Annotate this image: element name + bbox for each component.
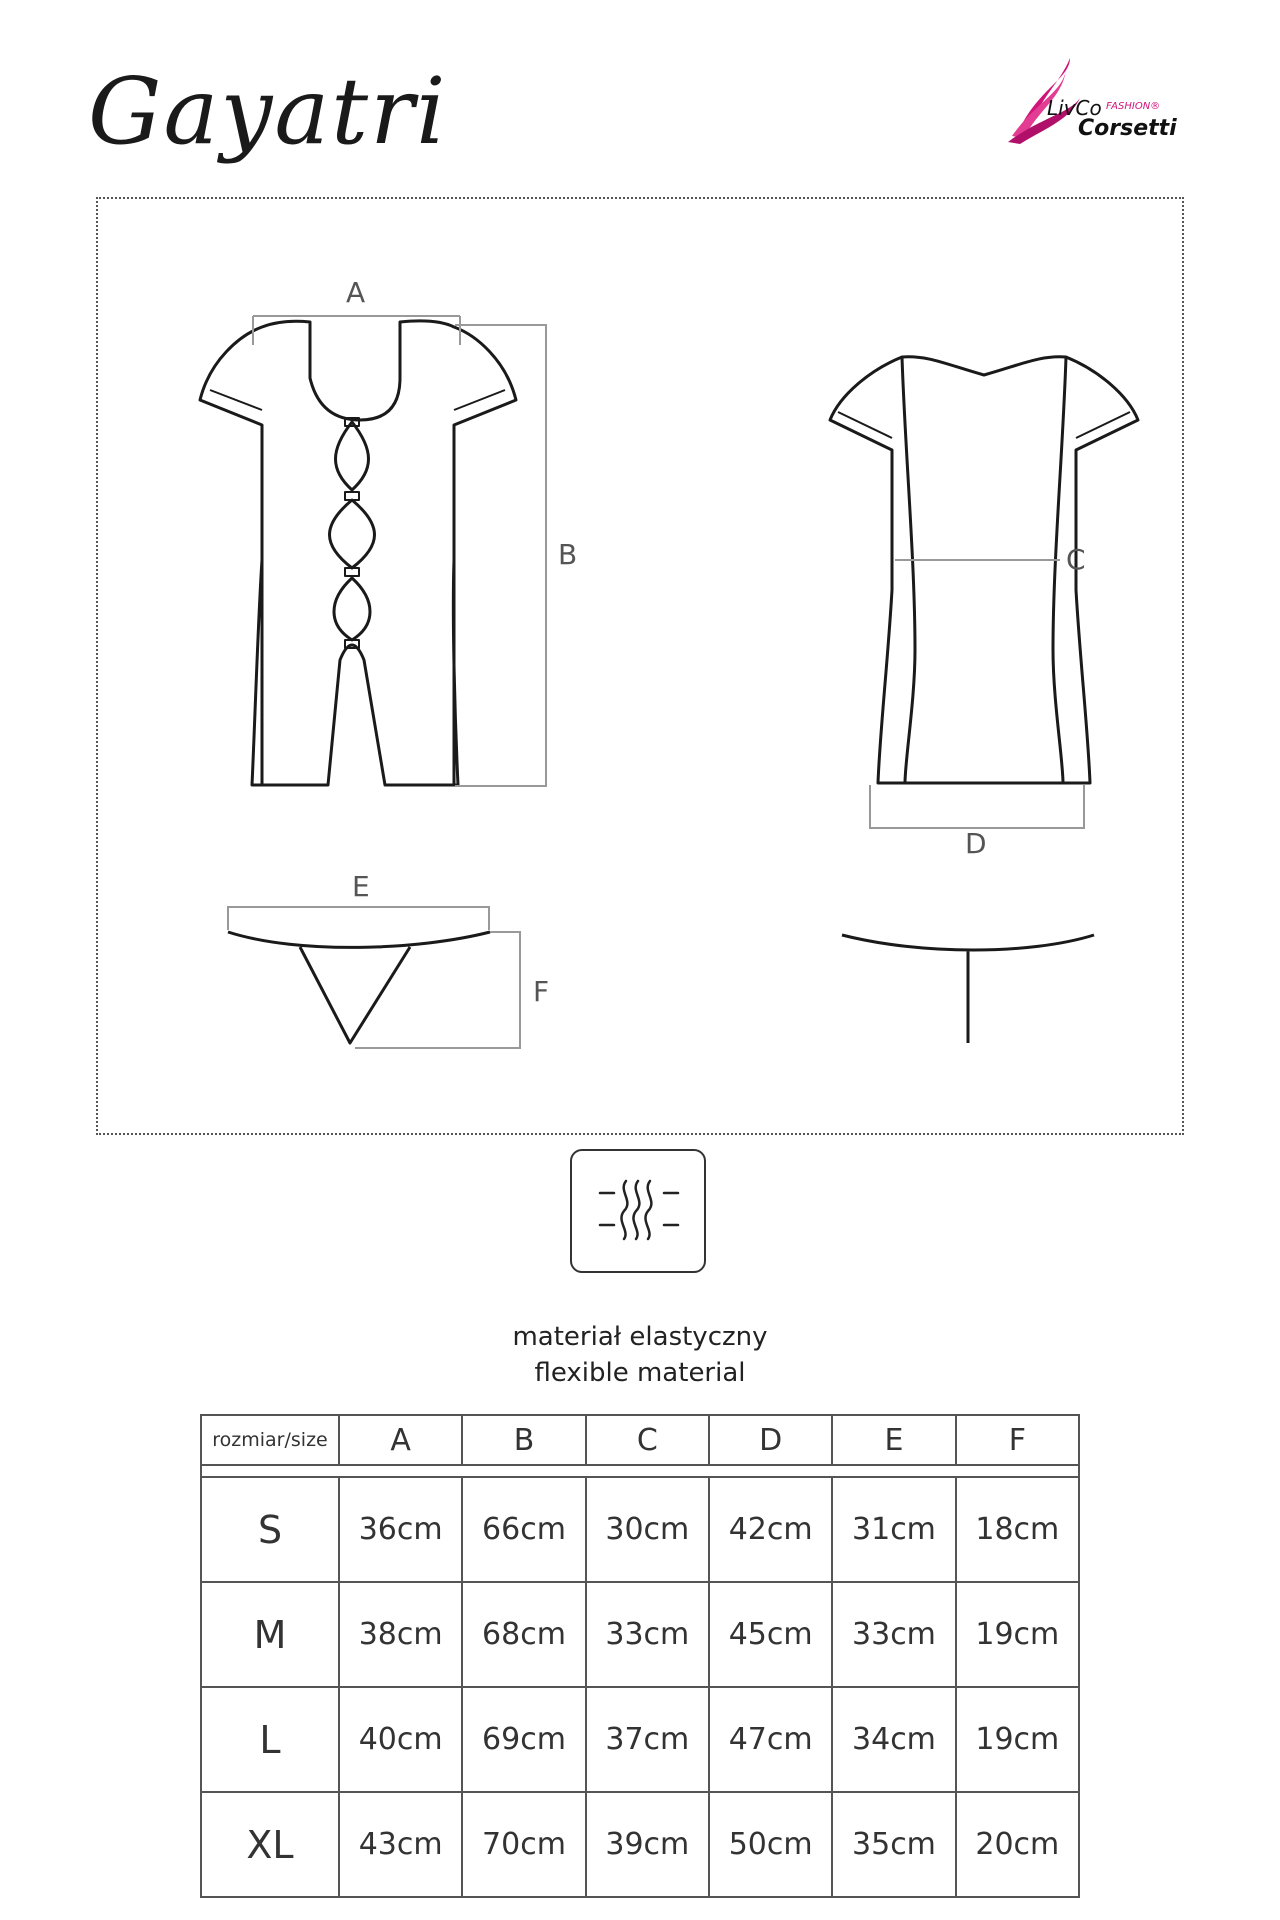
- value-cell: 47cm: [709, 1687, 832, 1792]
- value-cell: 35cm: [832, 1792, 955, 1897]
- value-cell: 40cm: [339, 1687, 462, 1792]
- header-d: D: [709, 1415, 832, 1465]
- back-chemise-outline: [830, 357, 1138, 783]
- value-cell: 30cm: [586, 1477, 709, 1582]
- table-row: [201, 1477, 1079, 1582]
- size-cell: M: [201, 1582, 339, 1687]
- value-cell: 43cm: [339, 1792, 462, 1897]
- table-row: [201, 1582, 1079, 1687]
- material-english: flexible material: [534, 1358, 746, 1388]
- dim-label-b: B: [558, 538, 578, 571]
- header-f: F: [956, 1415, 1079, 1465]
- value-cell: 70cm: [462, 1792, 585, 1897]
- value-cell: 38cm: [339, 1582, 462, 1687]
- dim-label-a: A: [346, 276, 366, 309]
- header-c: C: [586, 1415, 709, 1465]
- value-cell: 66cm: [462, 1477, 585, 1582]
- header-e: E: [832, 1415, 955, 1465]
- size-cell: S: [201, 1477, 339, 1582]
- value-cell: 69cm: [462, 1687, 585, 1792]
- table-row: [201, 1687, 1079, 1792]
- size-cell: XL: [201, 1792, 339, 1897]
- value-cell: 19cm: [956, 1687, 1079, 1792]
- size-table-header: [201, 1415, 1079, 1465]
- product-title: Gayatri: [88, 58, 448, 165]
- front-thong-outline: [228, 932, 490, 1043]
- value-cell: 31cm: [832, 1477, 955, 1582]
- value-cell: 39cm: [586, 1792, 709, 1897]
- value-cell: 19cm: [956, 1582, 1079, 1687]
- material-polish: materiał elastyczny: [512, 1322, 768, 1352]
- value-cell: 37cm: [586, 1687, 709, 1792]
- value-cell: 36cm: [339, 1477, 462, 1582]
- value-cell: 20cm: [956, 1792, 1079, 1897]
- header-b: B: [462, 1415, 585, 1465]
- brand-line2: Corsetti: [1078, 116, 1177, 141]
- back-thong-outline: [842, 935, 1094, 1043]
- dim-label-d: D: [965, 827, 987, 860]
- value-cell: 33cm: [586, 1582, 709, 1687]
- value-cell: 45cm: [709, 1582, 832, 1687]
- value-cell: 50cm: [709, 1792, 832, 1897]
- header-a: A: [339, 1415, 462, 1465]
- value-cell: 42cm: [709, 1477, 832, 1582]
- dim-label-e: E: [352, 870, 370, 903]
- value-cell: 18cm: [956, 1477, 1079, 1582]
- value-cell: 68cm: [462, 1582, 585, 1687]
- value-cell: 34cm: [832, 1687, 955, 1792]
- dim-label-f: F: [533, 975, 550, 1008]
- table-row: [201, 1792, 1079, 1897]
- stretch-fabric-icon: [570, 1149, 706, 1273]
- size-table: [200, 1414, 1080, 1898]
- dim-label-c: C: [1066, 543, 1086, 576]
- front-chemise-outline: [200, 321, 516, 785]
- brand-line1: LivCo: [1047, 96, 1102, 120]
- header-size: rozmiar/size: [201, 1415, 339, 1465]
- value-cell: 33cm: [832, 1582, 955, 1687]
- size-cell: L: [201, 1687, 339, 1792]
- brand-fashion: FASHION®: [1106, 101, 1161, 112]
